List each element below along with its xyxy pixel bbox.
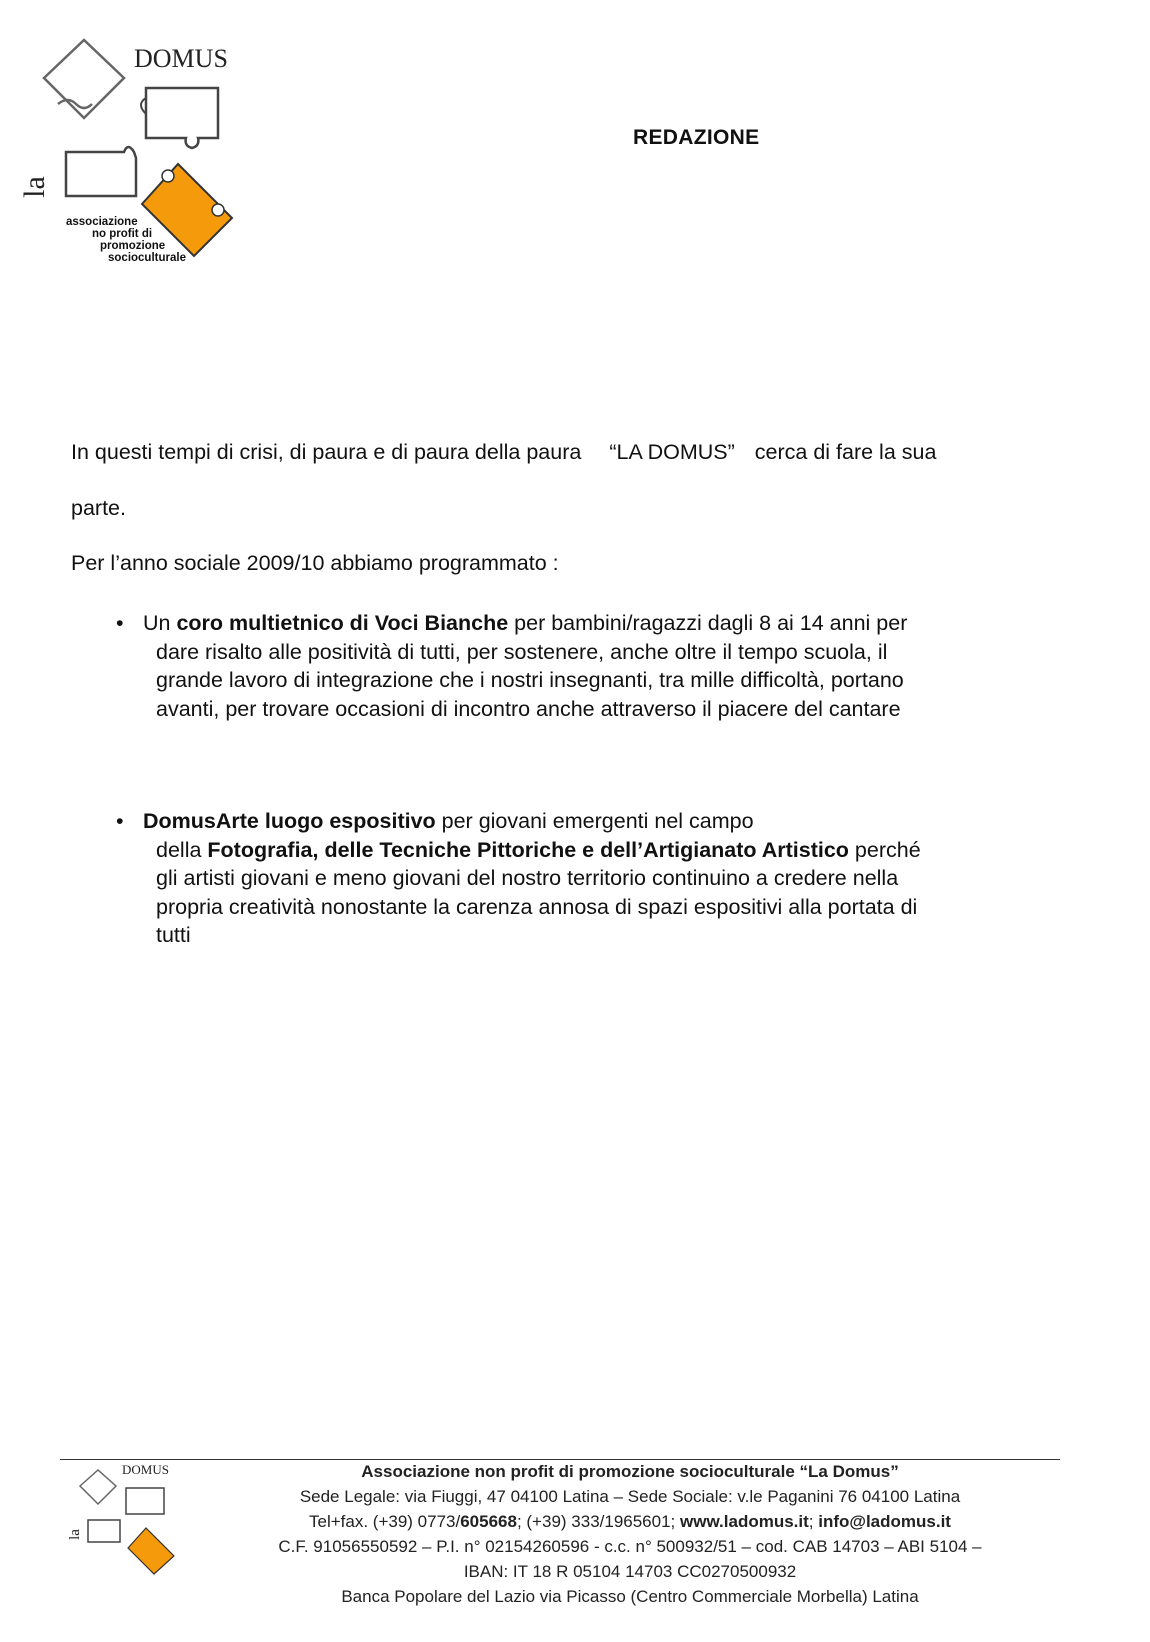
logo-tagline-line: no profit di (92, 228, 153, 240)
footer-tax-info: C.F. 91056550592 – P.I. n° 02154260596 - c.c. n° 500932/51 – cod. CAB 14703 – ABI 5104 – (278, 1537, 982, 1556)
text: della (156, 837, 208, 862)
text: perché (848, 837, 921, 862)
text: per bambini/ragazzi dagli 8 ai 14 anni per (508, 611, 908, 635)
bold-text: coro multietnico di Voci Bianche (176, 611, 509, 635)
footer-iban: IBAN: IT 18 R 05104 14703 CC0270500932 (463, 1562, 797, 1581)
footer-address: Sede Legale: via Fiuggi, 47 04100 Latina – Sede Sociale: v.le Paganini 76 04100 Latina (299, 1487, 961, 1506)
text: ; (808, 1512, 819, 1531)
website-link[interactable]: www.ladomus.it (680, 1512, 809, 1531)
text: ; (+39) 333/1965601; (516, 1512, 680, 1531)
bullet-icon: • (116, 611, 124, 635)
footer-contacts (180, 1512, 1080, 1532)
logo-tagline-line: socioculturale (108, 252, 186, 264)
footer-logo (68, 1460, 186, 1580)
bullet-line: grande lavoro di integrazione che i nostri insegnanti, tra mille difficoltà, portano (156, 668, 904, 692)
footer-org-name: Associazione non profit di promozione socioculturale “La Domus” (361, 1462, 899, 1481)
bullet-icon: • (116, 809, 124, 833)
phone-number: 605668 (460, 1512, 517, 1531)
page-title: REDAZIONE (633, 126, 760, 149)
bold-text: Fotografia, delle Tecniche Pittoriche e dell’Artigianato Artistico (207, 837, 849, 862)
bullet-line: propria creatività nonostante la carenza annosa di spazi espositivi alla portata di (156, 894, 918, 919)
logo-tagline-line: associazione (66, 216, 138, 228)
bullet-first-line (116, 609, 1036, 638)
footer-bank: Banca Popolare del Lazio via Picasso (Centro Commerciale Morbella) Latina (341, 1587, 919, 1606)
bullet-item-choir (116, 609, 1036, 723)
bullet-line: tutti (156, 923, 191, 947)
intro-line-3: Per l’anno sociale 2009/10 abbiamo programmato : (71, 551, 559, 575)
text: Un (143, 611, 177, 635)
bullet-first-line (116, 807, 1036, 836)
puzzle-logo-small-icon (68, 1460, 186, 1580)
logo-prefix: la (17, 176, 51, 198)
intro-line-1 (71, 440, 936, 465)
bullet-line (116, 836, 1036, 865)
footer-logo-word: DOMUS (122, 1462, 169, 1477)
bullet-line: avanti, per trovare occasioni di incontro anche attraverso il piacere del cantare (156, 696, 901, 721)
bold-text: DomusArte luogo espositivo (143, 809, 436, 833)
bullet-item-domusarte (116, 807, 1036, 950)
email-link[interactable]: info@ladomus.it (818, 1512, 951, 1531)
text: per giovani emergenti nel campo (435, 809, 754, 833)
logo-tagline (66, 216, 186, 264)
logo-tagline-line: promozione (100, 240, 166, 252)
intro-text-end: cerca di fare la sua (754, 440, 937, 464)
footer-logo-prefix: la (66, 1529, 83, 1540)
logo-word: DOMUS (134, 44, 228, 73)
bullet-line: dare risalto alle positività di tutti, per sostenere, anche oltre il tempo scuola, il (156, 639, 888, 664)
bullet-line: gli artisti giovani e meno giovani del nostro territorio continuino a credere nella (156, 866, 899, 890)
intro-text: In questi tempi di crisi, di paura e di paura della paura (71, 440, 582, 464)
text: Tel+fax. (+39) 0773/ (309, 1512, 461, 1531)
intro-quote: “LA DOMUS” (609, 440, 735, 464)
footer-divider (60, 1459, 1060, 1460)
intro-line-2: parte. (71, 496, 126, 520)
